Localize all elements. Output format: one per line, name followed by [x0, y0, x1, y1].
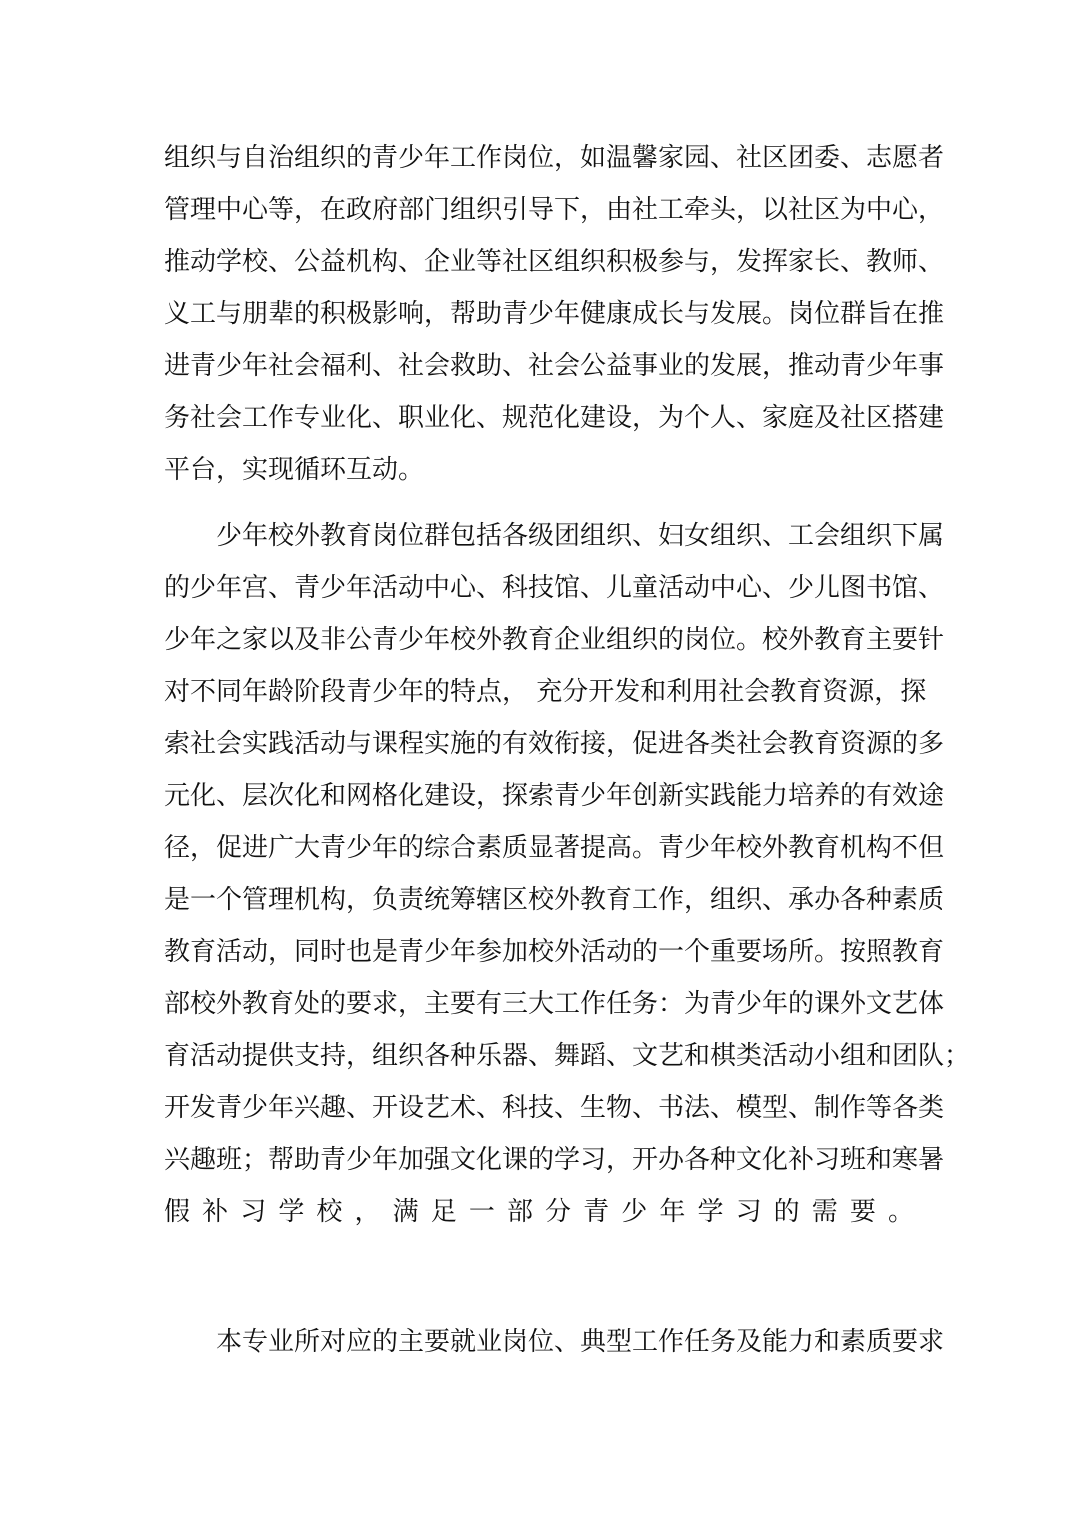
paragraph-1-line-5: 进青少年社会福利、社会救助、社会公益事业的发展，推动青少年事 — [164, 351, 945, 381]
paragraph-2-line-8: 是一个管理机构，负责统筹辖区校外教育工作，组织、承办各种素质 — [164, 885, 945, 915]
paragraph-1-line-1: 组织与自治组织的青少年工作岗位，如温馨家园、社区团委、志愿者 — [164, 143, 945, 173]
paragraph-1-line-3: 推动学校、公益机构、企业等社区组织积极参与，发挥家长、教师、 — [164, 247, 945, 277]
paragraph-2-line-11: 育活动提供支持，组织各种乐器、舞蹈、文艺和棋类活动小组和团队； — [164, 1041, 971, 1071]
paragraph-2-line-7: 径，促进广大青少年的综合素质显著提高。青少年校外教育机构不但 — [164, 833, 945, 863]
paragraph-2-line-14: 假补习学校，满足一部分青少年学习的需要。 — [164, 1197, 914, 1227]
paragraph-2-line-1: 少年校外教育岗位群包括各级团组织、妇女组织、工会组织下属 — [216, 521, 945, 551]
paragraph-2-line-10: 部校外教育处的要求，主要有三大工作任务：为青少年的课外文艺体 — [164, 989, 945, 1019]
paragraph-2-line-6: 元化、层次化和网格化建设，探索青少年创新实践能力培养的有效途 — [164, 781, 945, 811]
paragraph-1-line-2: 管理中心等，在政府部门组织引导下，由社工牵头，以社区为中心， — [164, 195, 945, 225]
paragraph-2-line-15 — [164, 1244, 914, 1284]
paragraph-2-line-12: 开发青少年兴趣、开设艺术、科技、生物、书法、模型、制作等各类 — [164, 1093, 945, 1123]
paragraph-2-line-13: 兴趣班；帮助青少年加强文化课的学习，开办各种文化补习班和寒暑 — [164, 1145, 945, 1175]
paragraph-2-line-3: 少年之家以及非公青少年校外教育企业组织的岗位。校外教育主要针 — [164, 625, 945, 655]
paragraph-2-line-4: 对不同年龄阶段青少年的特点， 充分开发和利用社会教育资源，探 — [164, 677, 927, 707]
paragraph-3-line-1: 本专业所对应的主要就业岗位、典型工作任务及能力和素质要求 — [216, 1327, 945, 1357]
paragraph-2-line-5: 索社会实践活动与课程实施的有效衔接，促进各类社会教育资源的多 — [164, 729, 945, 759]
paragraph-2-line-9: 教育活动，同时也是青少年参加校外活动的一个重要场所。按照教育 — [164, 937, 945, 967]
paragraph-1-line-7: 平台，实现循环互动。 — [164, 455, 425, 485]
paragraph-2-line-2: 的少年宫、青少年活动中心、科技馆、儿童活动中心、少儿图书馆、 — [164, 573, 945, 603]
paragraph-1-line-6: 务社会工作专业化、职业化、规范化建设，为个人、家庭及社区搭建 — [164, 403, 945, 433]
paragraph-1-line-4: 义工与朋辈的积极影响，帮助青少年健康成长与发展。岗位群旨在推 — [164, 299, 945, 329]
